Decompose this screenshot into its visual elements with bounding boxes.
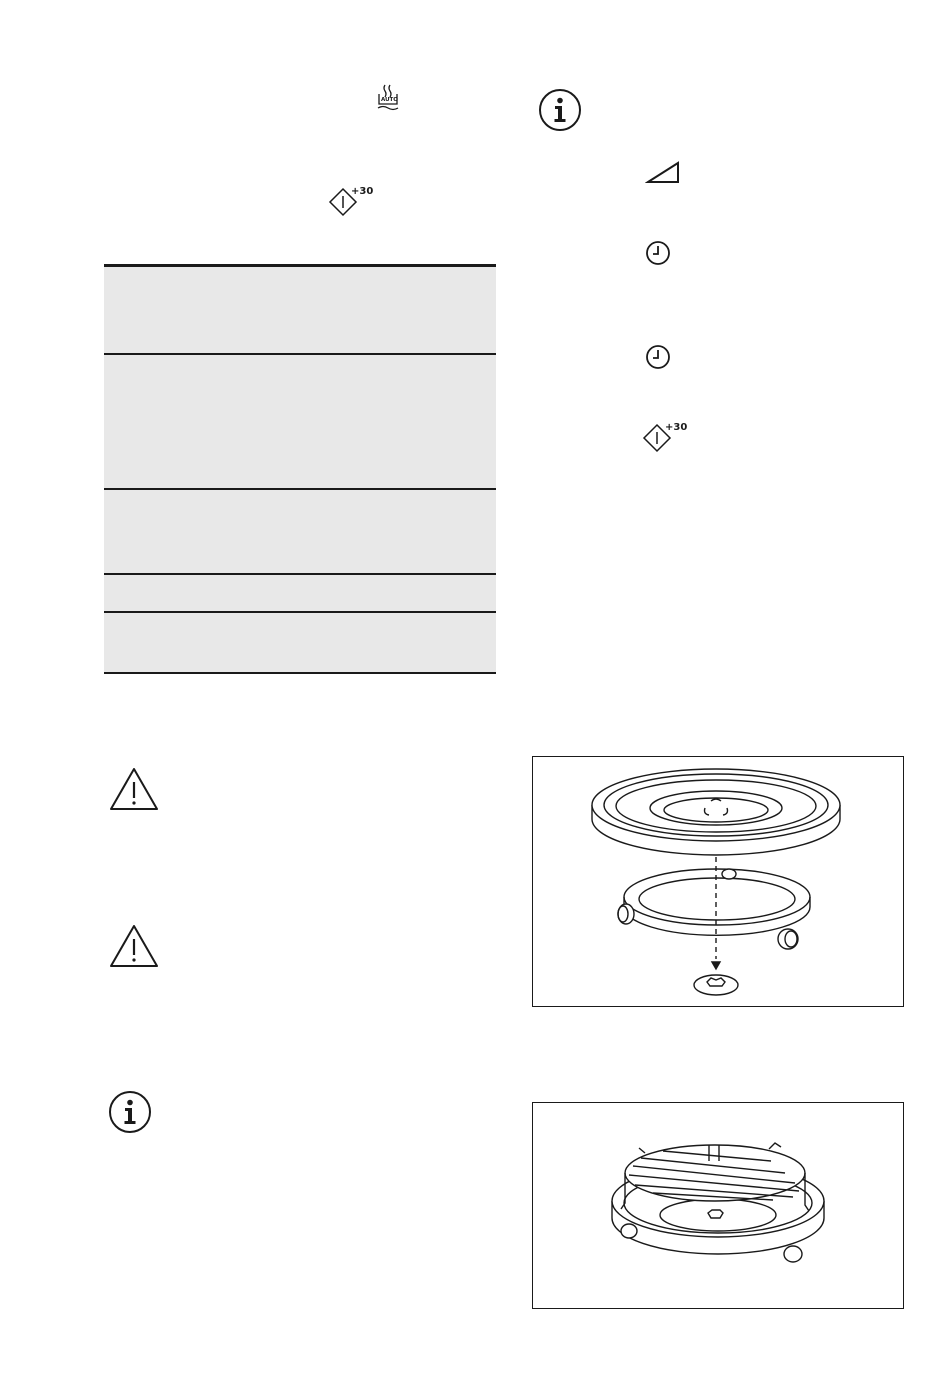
- table-row: [104, 267, 496, 353]
- table-row: [104, 611, 496, 672]
- start-plus30-icon: [642, 422, 686, 454]
- info-icon: [108, 1090, 152, 1134]
- table-row: [104, 488, 496, 573]
- clock-icon: [644, 343, 672, 371]
- plus30-label: +30: [665, 422, 688, 433]
- info-icon: [538, 88, 582, 132]
- warning-icon: [108, 923, 160, 969]
- plus30-label: +30: [351, 186, 374, 197]
- clock-icon: [644, 239, 672, 267]
- start-plus30-icon: [328, 186, 372, 218]
- table-row: [104, 353, 496, 488]
- auto-label: AUTO: [381, 97, 398, 103]
- table-row: [104, 573, 496, 611]
- steam-auto-icon: [376, 82, 400, 112]
- warning-icon: [108, 766, 160, 812]
- settings-table: [104, 264, 496, 674]
- grill-rack-illustration: [532, 1102, 904, 1309]
- power-triangle-icon: [645, 160, 681, 186]
- turntable-assembly-illustration: [532, 756, 904, 1007]
